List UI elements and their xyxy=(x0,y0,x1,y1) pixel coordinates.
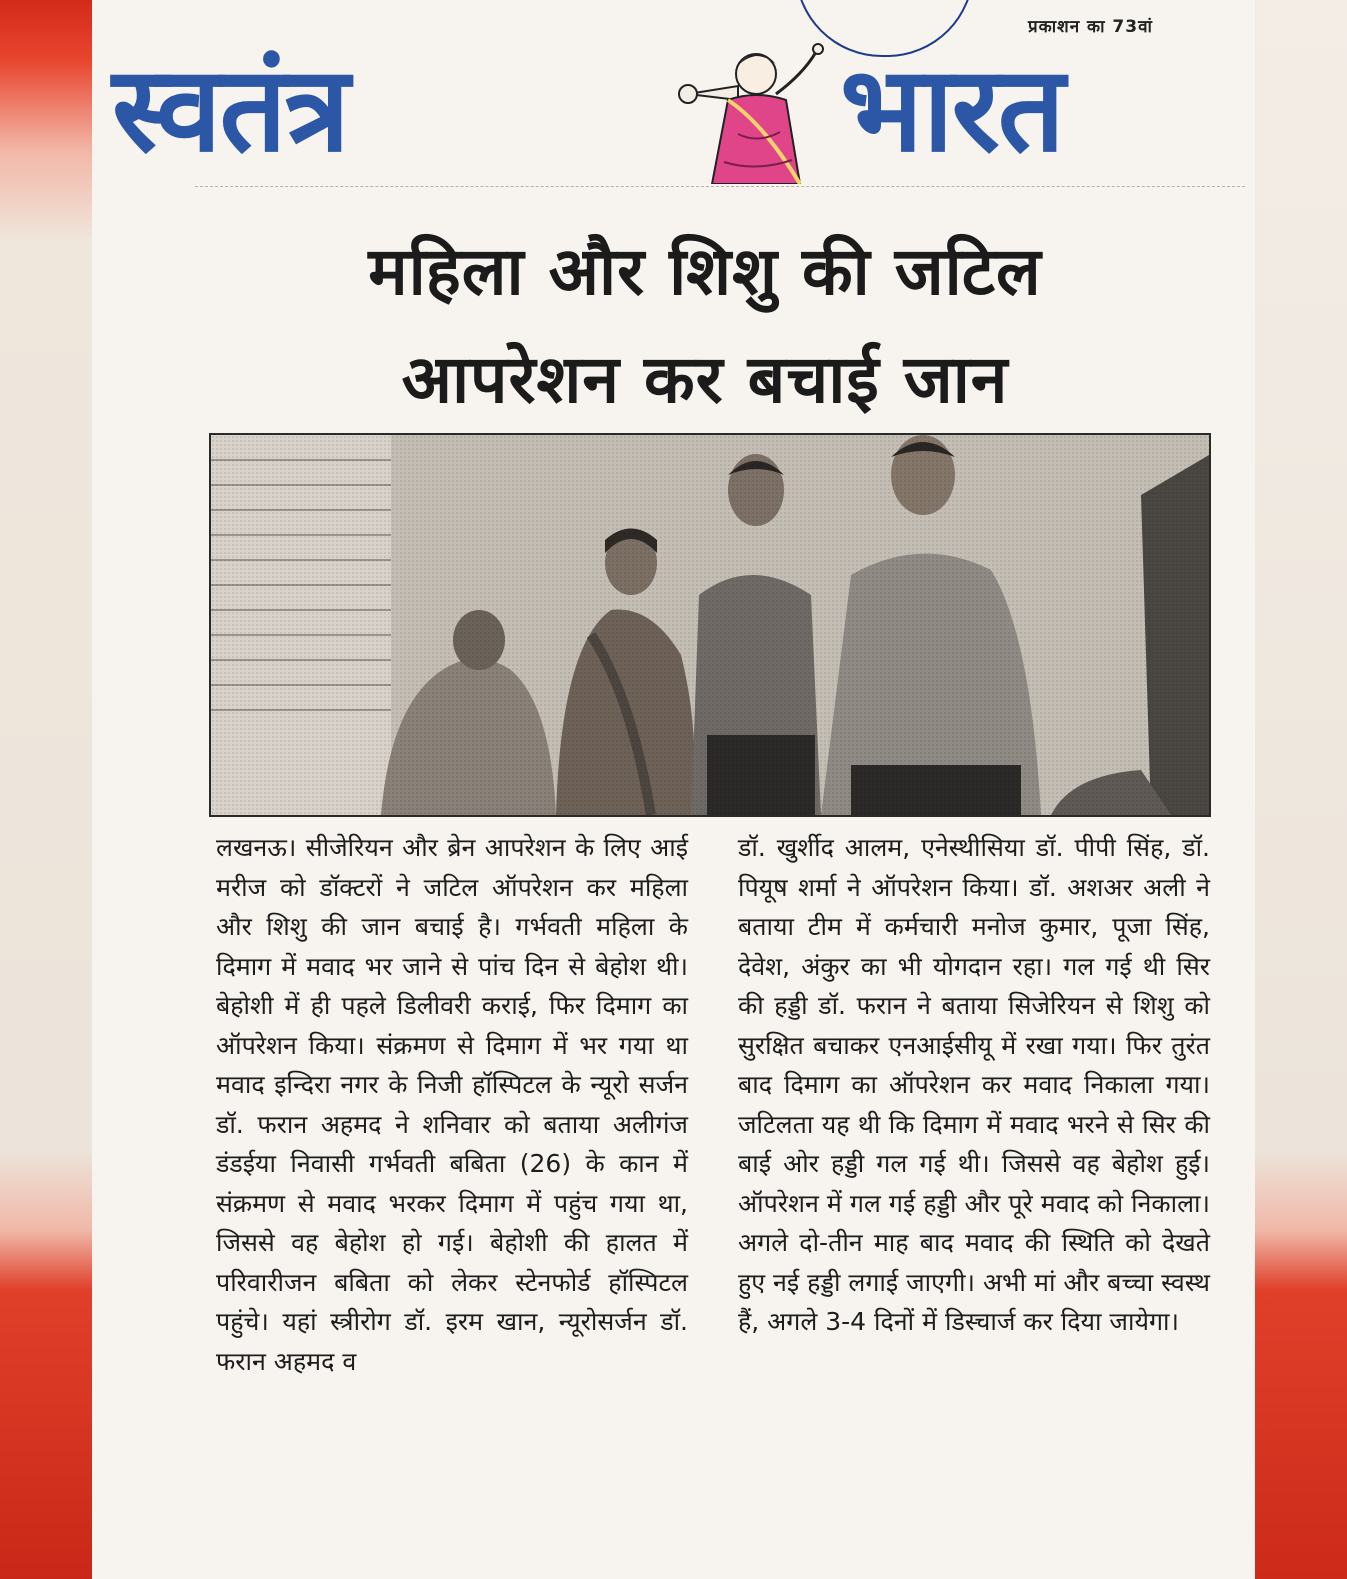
right-border-strip xyxy=(1255,0,1347,1579)
masthead-divider xyxy=(195,186,1245,187)
mascot-logo xyxy=(668,34,838,184)
article-photo xyxy=(209,433,1211,817)
article-column-left: लखनऊ। सीजेरियन और ब्रेन आपरेशन के लिए आई मरीज को डॉक्टरों ने जटिल ऑपरेशन कर महिला और शिशु की जान बचाई है। गर्भवती महिला के दिमाग में मवाद भर जाने से पांच दिन से बेहोश थी। बेहोशी में ही पहले डिलीवरी कराई, फिर दिमाग का ऑपरेशन किया। संक्रमण से दिमाग में भर गया था मवाद इन्दिरा नगर के निजी हॉस्पिटल के न्यूरो सर्जन डॉ. फरान अहमद ने शनिवार को बताया अलीगंज डंडईया निवासी गर्भवती बबिता (26) के कान में संक्रमण से मवाद भरकर दिमाग में पहुंच गया था, जिससे वह बेहोश हो गई। बेहोशी की हालत में परिवारीजन बबिता को लेकर स्टेनफोर्ड हॉस्पिटल पहुंचे। यहां स्त्रीरोग डॉ. इरम खान, न्यूरोसर्जन डॉ. फरान अहमद व xyxy=(216,833,688,1376)
masthead-title-part1: स्वतंत्र xyxy=(112,39,348,178)
left-border-strip xyxy=(0,0,92,1579)
masthead xyxy=(100,34,1250,184)
edition-label: प्रकाशन का 73वां xyxy=(1028,17,1153,37)
masthead-title-part2: भारत xyxy=(840,39,1064,178)
headline-line-1: महिला और शिशु की जटिल xyxy=(368,233,1042,310)
headline xyxy=(200,218,1210,434)
article-column-right: डॉ. खुर्शीद आलम, एनेस्थीसिया डॉ. पीपी सिंह, डॉ. पियूष शर्मा ने ऑपरेशन किया। डॉ. अशअर अली ने बताया टीम में कर्मचारी मनोज कुमार, पूजा सिंह, देवेश, अंकुर का भी योगदान रहा। गल गई थी सिर की हड्डी डॉ. फरान ने बताया सिजेरियन से शिशु को सुरक्षित बचाकर एनआईसीयू में रखा गया। फिर तुरंत बाद दिमाग का ऑपरेशन कर मवाद निकाला गया। जटिलता यह थी कि दिमाग में मवाद भरने से सिर की बाई ओर हड्डी गल गई थी। जिससे वह बेहोश हुई। ऑपरेशन में गल गई हड्डी और पूरे मवाद को निकाला। अगले दो-तीन माह बाद मवाद की स्थिति को देखते हुए नई हड्डी लगाई जाएगी। अभी मां और बच्चा स्वस्थ हैं, अगले 3-4 दिनों में डिस्चार्ज कर दिया जायेगा। xyxy=(738,833,1210,1336)
headline-line-2: आपरेशन कर बचाई जान xyxy=(401,341,1009,418)
